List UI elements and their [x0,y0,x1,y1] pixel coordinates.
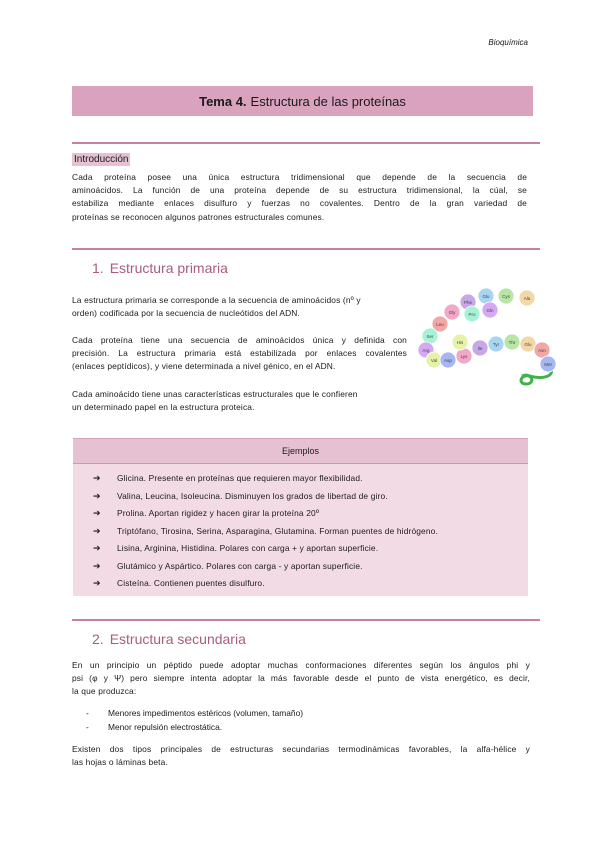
primary-paragraph-3 [72,388,407,414]
example-text: Triptófano, Tirosina, Serina, Asparagina, Glutamina. Forman puentes de hidrógeno. [117,525,438,536]
residue-bead [472,340,488,356]
svg-text:Val: Val [430,357,438,363]
text-line: (enlaces peptídicos), y viene determinada a nivel génico, en el ADN. [72,361,336,372]
text-line: La estructura primaria se corresponde a la secuencia de aminoácidos (nº y [72,295,361,305]
text-line: estabiliza mediante enlaces disulfuro y fuerzas no covalentes. Dentro de la gran variedad de [72,198,527,209]
dash-bullet: - [86,721,89,732]
arrow-icon: ➔ [93,543,101,553]
arrow-icon: ➔ [93,473,101,483]
example-text: Prolina. Aportan rigidez y hacen girar la proteína 20º [117,508,320,518]
example-text: Valina, Leucina, Isoleucina. Disminuyen los grados de libertad de giro. [117,490,388,501]
secondary-paragraph-2 [72,743,530,769]
arrow-icon: ➔ [93,578,101,588]
conditions-list [86,707,303,734]
divider [72,248,540,250]
examples-list [73,464,528,593]
residue-bead [444,304,460,320]
svg-text:Gln: Gln [486,307,494,313]
arrow-icon: ➔ [93,560,101,571]
primary-paragraph-1 [72,294,407,320]
residue-bead [498,288,514,304]
svg-text:Phe: Phe [463,299,473,305]
example-item [93,470,528,488]
secondary-paragraph-1 [72,659,530,699]
text-line: Cada proteína posee una única estructura tridimensional que depende de la secuencia de [72,172,527,182]
dash-bullet: - [86,708,89,718]
residue-bead [534,342,550,358]
residue-bead [482,302,498,318]
svg-text:Gly: Gly [448,309,456,315]
title-text: Estructura de las proteínas [250,93,406,109]
svg-text:Lys: Lys [460,353,468,359]
section-number: 2. [92,631,104,647]
svg-text:Thr: Thr [508,339,516,345]
text-line: En un principio un péptido puede adoptar muchas conformaciones diferentes según los ángulos phi y [72,660,530,670]
example-text: Glutámico y Aspártico. Polares con carga - y aportan superficie. [117,560,363,571]
example-item [93,505,528,523]
example-item [93,540,528,558]
text-line: aminoácidos. La función de una proteína depende de su estructura tridimensional, la cúal, se [72,185,527,196]
residue-bead [504,334,520,350]
residue-bead [422,328,438,344]
residue-bead [520,336,536,352]
residue-bead [464,306,480,322]
svg-text:Asn: Asn [538,347,546,353]
residue-bead [540,356,556,372]
text-line: psi (φ y Ψ) pero siempre intenta adoptar la más favorable desde el punto de vista energético, es decir, [72,673,530,684]
residue-bead [456,348,472,364]
text-line: un determinado papel en la estructura proteica. [72,402,255,413]
svg-text:Leu: Leu [436,321,444,327]
svg-text:His: His [456,339,464,345]
intro-label: Introducción [74,154,129,165]
text-line: la que produzca: [72,686,137,697]
arrow-icon: ➔ [93,508,101,518]
text-line: Cada proteína tiene una secuencia de aminoácidos única y definida con [72,335,407,345]
svg-text:Cys: Cys [502,293,510,299]
example-item [93,558,528,576]
example-item [93,488,528,506]
svg-text:Glu: Glu [482,293,490,299]
text-line: las hojas o láminas beta. [72,757,168,768]
section-title: Estructura secundaria [109,631,246,647]
section-number: 1. [92,260,104,276]
svg-text:Pro: Pro [468,311,476,317]
section-heading [92,260,228,276]
svg-text:Ser: Ser [426,333,434,339]
primary-paragraph-2 [72,334,407,374]
examples-box [73,438,528,596]
divider [72,142,540,144]
header-subject: Bioquímica [488,38,528,47]
text-line: Existen dos tipos principales de estructuras secundarias termodinámicas favorables, la alfa-hélice y [72,744,530,754]
list-item-text: Menores impedimentos estéricos (volumen, tamaño) [108,708,304,718]
list-item-text: Menor repulsión electrostática. [108,721,223,732]
svg-text:Ile: Ile [477,345,483,351]
divider [72,619,540,621]
svg-text:Arg: Arg [422,347,430,353]
list-item [86,707,303,721]
residue-bead [478,288,494,304]
intro-paragraph [72,171,527,224]
residue-bead [440,352,456,368]
svg-text:Ala: Ala [523,295,531,301]
arrow-icon: ➔ [93,490,101,501]
example-item [93,523,528,541]
examples-heading: Ejemplos [73,439,528,464]
svg-text:Asp: Asp [444,357,452,363]
title-bar [72,86,533,116]
example-text: Cisteína. Contienen puentes disulfuro. [117,578,265,588]
text-line: precisión. La estructura primaria está estabilizada por enlaces covalentes [72,348,407,359]
protein-chain-illustration [412,284,558,392]
residue-bead [519,290,535,306]
residue-bead [452,334,468,350]
svg-text:Glu: Glu [524,341,532,347]
example-text: Lisina, Arginina, Histidina. Polares con carga + y aportan superficie. [117,543,379,553]
text-line: orden) codificada por la secuencia de nucleótidos del ADN. [72,308,300,319]
text-line: proteínas se reconocen algunos patrones estructurales comunes. [72,211,325,222]
residue-bead [488,336,504,352]
arrow-icon: ➔ [93,525,101,536]
svg-text:Met: Met [544,361,552,367]
list-item [86,721,303,735]
text-line: Cada aminoácido tiene unas características estructurales que le confieren [72,389,358,399]
section-title: Estructura primaria [109,260,228,276]
svg-text:Tyr: Tyr [492,341,500,347]
title-bold: Tema 4. [199,93,247,109]
example-text: Glicina. Presente en proteínas que requieren mayor flexibilidad. [117,473,363,483]
section-heading [92,631,246,647]
example-item [93,575,528,593]
